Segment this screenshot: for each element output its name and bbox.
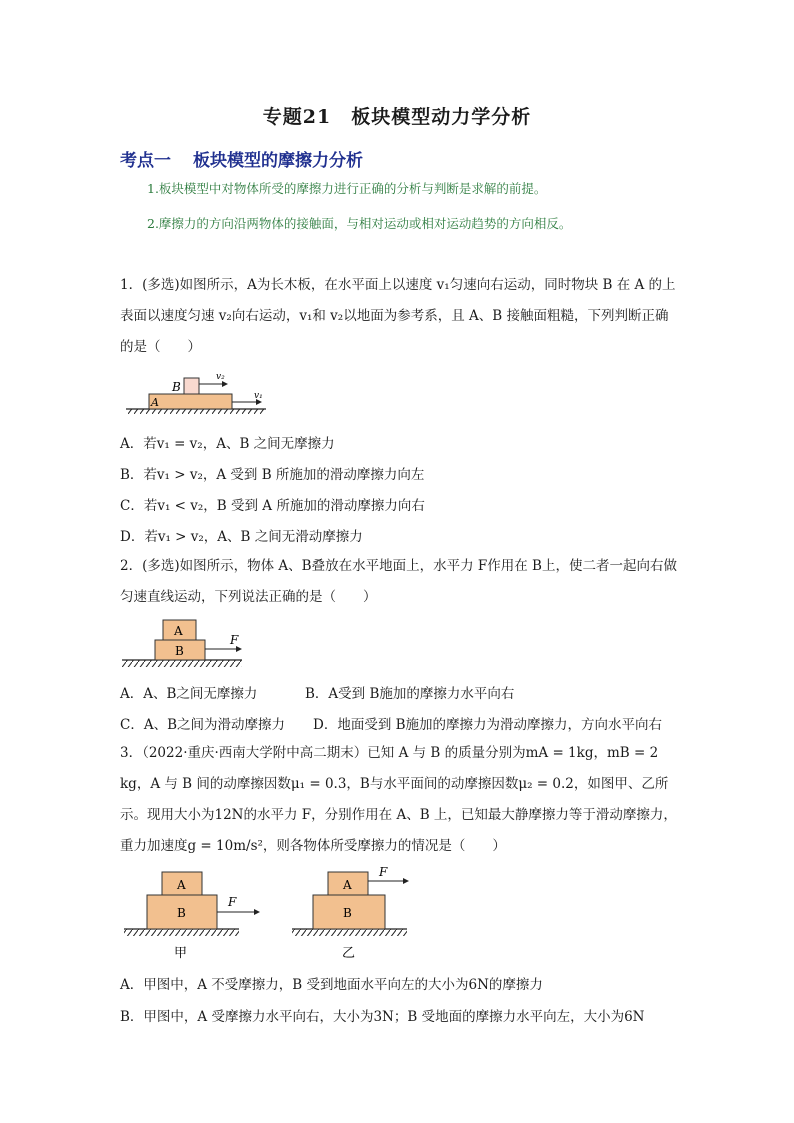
q3-stem: 3．（2022·重庆·西南大学附中高二期末）已知 A 与 B 的质量分别为mA = 1kg，mB = 2 kg，A 与 B 间的动摩擦因数μ₁ = 0.3，B与水平面间的动摩擦因数μ₂ = 0.2，如图甲、乙所示。现用大小为12N的水平力 F，分别作用在 A、B 上，已知最大静摩擦力等于滑动摩擦力，重力加速度g = 10m/s²，则各物体所受摩擦力的情况是（ ） (120, 745, 677, 854)
label-b: B (172, 380, 181, 394)
q1-option-d: D．若v₁ > v₂，A、B 之间无滑动摩擦力 (120, 529, 363, 545)
q1-option-b: B．若v₁ > v₂，A 受到 B 所施加的滑动摩擦力向左 (120, 467, 425, 483)
force-arrowhead (403, 878, 409, 884)
ground-hatch (124, 929, 239, 936)
q1-stem: 1．(多选)如图所示，A为长木板，在水平面上以速度 v₁匀速向右运动，同时物块 B 在 A 的上表面以速度匀速 v₂向右运动，v₁和 v₂以地面为参考系，且 A、B 接触面粗糙，下列判断正确的是（ ） (120, 277, 676, 355)
ground-hatch (122, 660, 242, 667)
section-label: 考点一 (120, 151, 171, 171)
q2-option-c: C．A、B之间为滑动摩擦力 (120, 717, 285, 733)
label-a: A (177, 878, 186, 892)
q2-figure (120, 614, 250, 670)
q3-figure-jia (120, 866, 270, 962)
ground-hatch (292, 929, 407, 936)
label-b: B (177, 906, 186, 920)
label-a: A (174, 624, 183, 638)
section-heading (120, 146, 363, 171)
q1-option-a: A．若v₁ = v₂，A、B 之间无摩擦力 (120, 436, 335, 452)
force-arrowhead (254, 909, 260, 915)
label-b: B (175, 644, 184, 658)
q3-figure-yi (288, 866, 418, 962)
figure-caption: 乙 (342, 946, 356, 961)
ground-hatch (126, 409, 266, 414)
label-a: A (151, 396, 159, 409)
force-label: F (379, 866, 388, 879)
page-title: 专题21 板块模型动力学分析 (262, 106, 532, 128)
section-name: 板块模型的摩擦力分析 (193, 151, 363, 171)
q3-option-a: A．甲图中，A 不受摩擦力，B 受到地面水平向左的大小为6N的摩擦力 (120, 977, 543, 993)
q2-option-b: B．A受到 B施加的摩擦力水平向右 (305, 686, 515, 702)
label-a: A (343, 878, 352, 892)
q2-option-d: D．地面受到 B施加的摩擦力为滑动摩擦力，方向水平向右 (313, 717, 663, 733)
q1-figure (122, 366, 272, 414)
q3-option-b: B．甲图中，A 受摩擦力水平向右，大小为3N；B 受地面的摩擦力水平向左，大小为6N (120, 1009, 645, 1025)
note-1: 1.板块模型中对物体所受的摩擦力进行正确的分析与判断是求解的前提。 (147, 181, 547, 196)
q2-option-a: A．A、B之间无摩擦力 (120, 686, 258, 702)
label-b: B (343, 906, 352, 920)
note-2: 2.摩擦力的方向沿两物体的接触面，与相对运动或相对运动趋势的方向相反。 (147, 216, 572, 231)
force-label: F (228, 895, 237, 909)
v1-label: v₁ (254, 391, 263, 401)
v2-label: v₂ (216, 372, 225, 382)
force-label: F (230, 633, 239, 647)
block-b (184, 378, 199, 394)
q1-option-c: C．若v₁ < v₂，B 受到 A 所施加的滑动摩擦力向右 (120, 498, 425, 514)
board-a (149, 394, 232, 409)
figure-caption: 甲 (174, 946, 188, 961)
q2-stem: 2．(多选)如图所示，物体 A、B叠放在水平地面上，水平力 F作用在 B上，使二者一起向右做匀速直线运动，下列说法正确的是（ ） (120, 558, 677, 605)
